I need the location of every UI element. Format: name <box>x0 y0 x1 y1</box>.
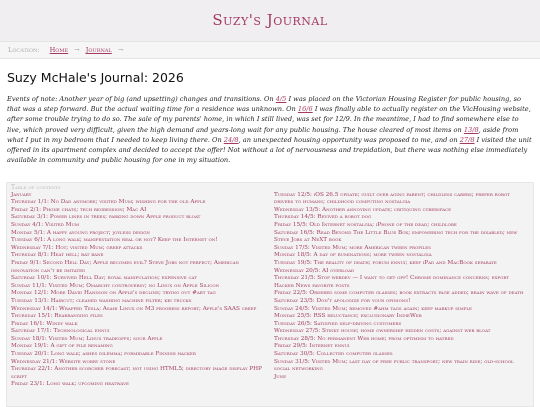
toc-entry-link[interactable]: Thursday 1/1: No Dad anymore; visited Mum; wishing for the old Apple <box>11 199 206 206</box>
breadcrumb-separator: → <box>74 46 80 54</box>
toc-entry-link[interactable]: Friday 29/5: Internet ennui <box>274 343 350 350</box>
toc-entry-link[interactable]: Monday 18/5: A day of ruminations; more tween nostalgia <box>274 252 432 259</box>
breadcrumb-separator: → <box>117 46 124 54</box>
toc-entry-link[interactable]: Wednesday 21/1: Website worry stone <box>11 358 116 365</box>
toc-entry-link[interactable]: Wednesday 13/5: Another annoying update; critiquing cyberspace <box>274 206 452 213</box>
intro-date-link[interactable]: 4/5 <box>275 95 287 103</box>
toc-right-column <box>274 192 529 389</box>
toc-entry-link[interactable]: Friday 23/1: Long walk; upcoming heatwave <box>11 381 129 388</box>
toc-entry-link[interactable]: Thursday 14/5: Revived a robot dog <box>274 214 372 221</box>
toc-entry-link[interactable]: Friday 16/1: Windy walk <box>11 320 78 327</box>
toc-entry-link[interactable]: Saturday 16/5: Read Beyond The Little Blue Box; empowering tech for the disabled; new Steve Jobs at NeXT book <box>274 229 518 244</box>
intro-text: , aside from what I put in my bedroom that I needed to keep living there. On <box>7 125 519 144</box>
toc-entry-link[interactable]: Wednesday 14/1: Wrapped Tesla; Asahi Linux on M3 progress report; Apple's SAAS creep <box>11 305 257 312</box>
toc-entry-link[interactable]: Sunday 11/1: Visited Mum; Omarchy controversy; no Linux on Apple Silicon <box>11 282 220 289</box>
toc-entry-link[interactable]: Monday 12/1: More David Hansson on Apple's decline; trying out #art tag <box>11 290 216 297</box>
site-header <box>0 0 540 41</box>
toc-entry-link[interactable]: Monday 19/1: A gift of file renaming <box>11 343 113 350</box>
toc-left-column <box>11 192 266 389</box>
intro-text: I was finally able to actually register on the VicHousing website, after some trouble trying to do so. The sale of my parents' home, in which I still lived, was set for 12/9. In the meantime, I had to find somewhere else to live, which proved very difficult, given the high demand and years-long wait for any public housing. The house cleared of most items on <box>7 105 531 134</box>
toc-entry-link[interactable]: Sunday 17/5: Visited Mum; more American tween profiles <box>274 244 431 251</box>
toc-month-heading: June <box>274 373 287 380</box>
toc-entry-link[interactable]: Tuesday 12/5: iOS 26.5 update; guilt over aging parent; childless carers; prefer robot drivers to humans; childhood computing nostalgia <box>274 191 510 206</box>
table-of-contents <box>6 182 534 407</box>
breadcrumb <box>0 41 540 59</box>
toc-entry-link[interactable]: Sunday 24/5: Visited Mum; removed #ahm tags again; keep markup simple <box>274 305 472 312</box>
intro-text: I visited the unit offered in its apartment complex and decided to accept the offer! Not without a lot of nervousness and trepidation, but there was nothing else immediately available in community and public housing for one in my situation. <box>7 135 532 165</box>
toc-entry-link[interactable]: Thursday 15/1: Rearranging files <box>11 313 103 320</box>
toc-entry-link[interactable]: Tuesday 13/1: Haircut; cleaned washing machine filter; kei trucks <box>11 297 192 304</box>
toc-entry-link[interactable]: Wednesday 27/5: Stinky house; home ownership hidden costs; against web bloat <box>274 328 491 335</box>
toc-entry-link[interactable]: Saturday 3/1: Power lines in trees; parking down Apple product bloat <box>11 214 201 221</box>
toc-title: Table of contents <box>11 184 61 191</box>
toc-entry-link[interactable]: Wednesday 7/1: Hot; visited Mum; greep attacks <box>11 244 143 251</box>
toc-entry-link[interactable]: Thursday 21/5: Stop webdev — I want to get off! Chrome dominance concerns; export Hacker News favorite posts <box>274 275 509 289</box>
intro-date-link[interactable]: 24/8 <box>223 135 239 144</box>
toc-entry-link[interactable]: Saturday 30/5: Collected computer glasses <box>274 351 393 358</box>
intro-paragraph <box>0 94 540 177</box>
toc-entry-link[interactable]: Monday 25/5: RSS reluctance; exclusionary IndieWeb <box>274 313 422 320</box>
site-title[interactable]: Suzy's Journal <box>212 11 328 29</box>
toc-entry-link[interactable]: Sunday 31/5: Visited Mum; last day of free public transport; new train ride; old-school social networking <box>274 358 514 373</box>
toc-entry-link[interactable]: Wednesday 20/5: AI overload <box>274 267 355 274</box>
toc-entry-link[interactable]: Tuesday 19/5: The reality of death; forum ennui; keep iPad and MacBook separate <box>274 259 497 266</box>
intro-text: , an unexpected housing opportunity was proposed to me, and on <box>238 135 460 144</box>
toc-entry-link[interactable]: Monday 5/1: A happy ayoung project; joyless design <box>11 229 150 236</box>
intro-text: I was placed on the Victorian Housing Register for public housing, so that was a step forward. But the actual waiting time for a residence was unknown. On <box>7 95 521 114</box>
toc-entry-link[interactable]: Saturday 23/5: Don't apologize for your opinions! <box>274 297 411 304</box>
toc-entry-link[interactable]: Saturday 10/1: Survived Hell Day; royal manipulation; expensive cat <box>11 275 197 282</box>
toc-entry-link[interactable]: Tuesday 6/1: A long walk; manifestation real or not? Keep the Internet on! <box>11 237 218 244</box>
toc-entry-link[interactable]: Friday 15/5: Old Internet nostalgia; iPhone of the dead; childlore <box>274 221 457 228</box>
toc-entry-link[interactable]: Thursday 8/1: Heat hell; bat bane <box>11 252 104 259</box>
toc-entry-link[interactable]: Sunday 18/1: Visited Mum; Linux tradeoffs; sour Apple <box>11 335 163 342</box>
toc-entry-link[interactable]: Friday 22/5: Ordered some computer glasses; book extracts page added; brain wave of death <box>274 290 524 297</box>
intro-date-link[interactable]: 27/8 <box>459 135 475 144</box>
breadcrumb-home-link[interactable]: Home <box>49 46 69 54</box>
toc-entry-link[interactable]: Saturday 17/1: Technological ennui <box>11 328 110 335</box>
toc-entry-link[interactable]: Thursday 28/5: No permanent Web home; from optimism to hatred <box>274 335 454 342</box>
toc-entry-link[interactable]: Tuesday 20/1: Long walk; ashes dilemma; formidable Finnish hacker <box>11 351 196 358</box>
breadcrumb-label: Location: <box>8 46 40 54</box>
intro-date-link[interactable]: 13/8 <box>463 125 479 134</box>
page-title: Suzy McHale's Journal: 2026 <box>7 70 184 85</box>
toc-entry-link[interactable]: Sunday 4/1: Visited Mum <box>11 221 79 228</box>
intro-text: Events of note: Another year of big (and upsetting) changes and transitions. On <box>7 95 276 103</box>
toc-entry-link[interactable]: Thursday 22/1: Another scorcher forecast; not using HTML5; directory image display PHP script <box>11 366 262 380</box>
toc-entry-link[interactable]: Friday 2/1: Phone chats; tech regression; Mac AI <box>11 206 147 213</box>
toc-month-heading: January <box>11 191 32 198</box>
breadcrumb-journal-link[interactable]: Journal <box>85 46 112 54</box>
intro-date-link[interactable]: 16/6 <box>297 105 313 114</box>
toc-entry-link[interactable]: Tuesday 26/5: Satisfied self-driving customers <box>274 320 402 327</box>
toc-entry-link[interactable]: Friday 9/1: Second Hell Day; Apple becomes evil? Steve Jobs not perfect; American innovation can't be imitated <box>11 259 239 274</box>
